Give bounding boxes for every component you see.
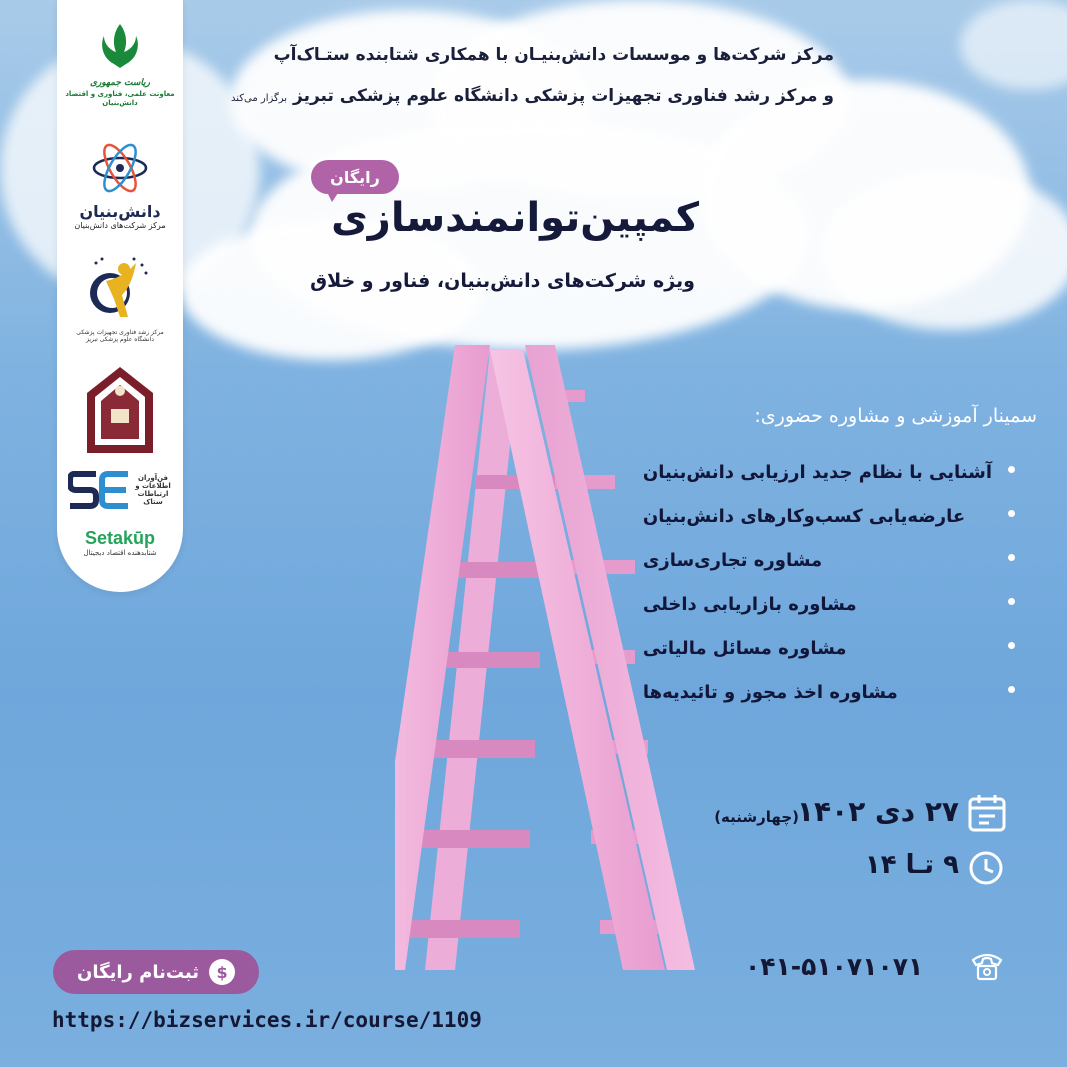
iran-emblem-icon xyxy=(92,18,148,74)
event-date: ۲۷ دی ۱۴۰۲ xyxy=(796,795,959,828)
clock-icon xyxy=(968,850,1004,886)
register-button[interactable] xyxy=(53,950,259,994)
setakup-name: Setakūp xyxy=(84,528,156,548)
setakup-sub: شتابدهنده اقتصاد دیجیتال xyxy=(83,549,157,557)
page-title: کمپین‌توانمندسازی xyxy=(331,195,699,241)
list-item: مشاوره اخذ مجوز و تائیدیه‌ها xyxy=(642,681,898,703)
contact-phone: ۰۴۱-۵۱۰۷۱۰۷۱ xyxy=(745,952,924,981)
stak-logo xyxy=(57,470,183,510)
dollar-icon: $ xyxy=(209,959,235,985)
university-seal-logo xyxy=(57,365,183,459)
event-time: ۹ تـا ۱۴ xyxy=(864,850,959,880)
atom-icon xyxy=(90,138,150,198)
setakup-logo xyxy=(57,528,183,557)
bullet-dot xyxy=(1008,598,1015,605)
se-mark-icon xyxy=(68,470,130,510)
list-item: مشاوره تجاری‌سازی xyxy=(642,549,823,571)
bullet-dot xyxy=(1008,686,1015,693)
presidency-logo xyxy=(57,18,183,108)
incubator-line2: دانشگاه علوم پزشکی تبریز xyxy=(86,336,154,343)
free-badge: رایگان xyxy=(311,160,399,194)
list-item: عارضه‌یابی کسب‌وکارهای دانش‌بنیان xyxy=(642,505,966,527)
incubator-emblem-icon xyxy=(90,255,150,325)
incubator-line1: مرکز رشد فناوری تجهیزات پزشکی xyxy=(76,329,164,336)
bullet-dot xyxy=(1008,554,1015,561)
presidency-line2: معاونت علمی، فناوری و اقتصاد دانش‌بنیان xyxy=(65,89,175,107)
register-label: ثبت‌نام رایگان xyxy=(76,961,200,983)
event-weekday: (چهارشنبه) xyxy=(714,808,799,826)
organizer-line-1: مرکز شرکت‌ها و موسسات دانش‌بنیـان با همکاری شتابنده ستـاک‌آپ xyxy=(273,45,834,65)
list-item: مشاوره مسائل مالیاتی xyxy=(642,637,847,659)
calendar-icon xyxy=(967,793,1007,833)
stak-text: فن‌آوران اطلاعات و ارتباطات ستاک xyxy=(135,474,171,506)
organizer-line-2-main: و مرکز رشد فناوری تجهیزات پزشکی دانشگاه علوم پزشکی تبریز xyxy=(293,86,834,106)
incubator-logo xyxy=(57,255,183,343)
daneshbonyan-sub: مرکز شرکت‌های دانش‌بنیان xyxy=(74,221,166,230)
organizer-line-2 xyxy=(231,86,834,106)
partner-logos-sidebar xyxy=(57,0,183,592)
phone-icon xyxy=(970,952,1004,982)
organizer-line-2-suffix: برگزار می‌کند xyxy=(231,93,288,104)
service-list xyxy=(643,450,992,714)
bullet-dot xyxy=(1008,642,1015,649)
course-url-link[interactable]: https://bizservices.ir/course/1109 xyxy=(52,1008,482,1032)
presidency-line1: ریاست جمهوری xyxy=(89,78,151,88)
list-item: مشاوره بازاریابی داخلی xyxy=(642,593,857,615)
daneshbonyan-name: دانش‌بنیان xyxy=(79,202,161,221)
daneshbonyan-logo xyxy=(57,138,183,231)
university-seal-icon xyxy=(85,365,155,455)
bullet-dot xyxy=(1008,466,1015,473)
bullet-dot xyxy=(1008,510,1015,517)
section-heading: سمینار آموزشی و مشاوره حضوری: xyxy=(754,405,1037,427)
list-item: آشنایی با نظام جدید ارزیابی دانش‌بنیان xyxy=(642,461,992,483)
page-subtitle: ویژه شرکت‌های دانش‌بنیان، فناور و خلاق xyxy=(310,270,695,292)
